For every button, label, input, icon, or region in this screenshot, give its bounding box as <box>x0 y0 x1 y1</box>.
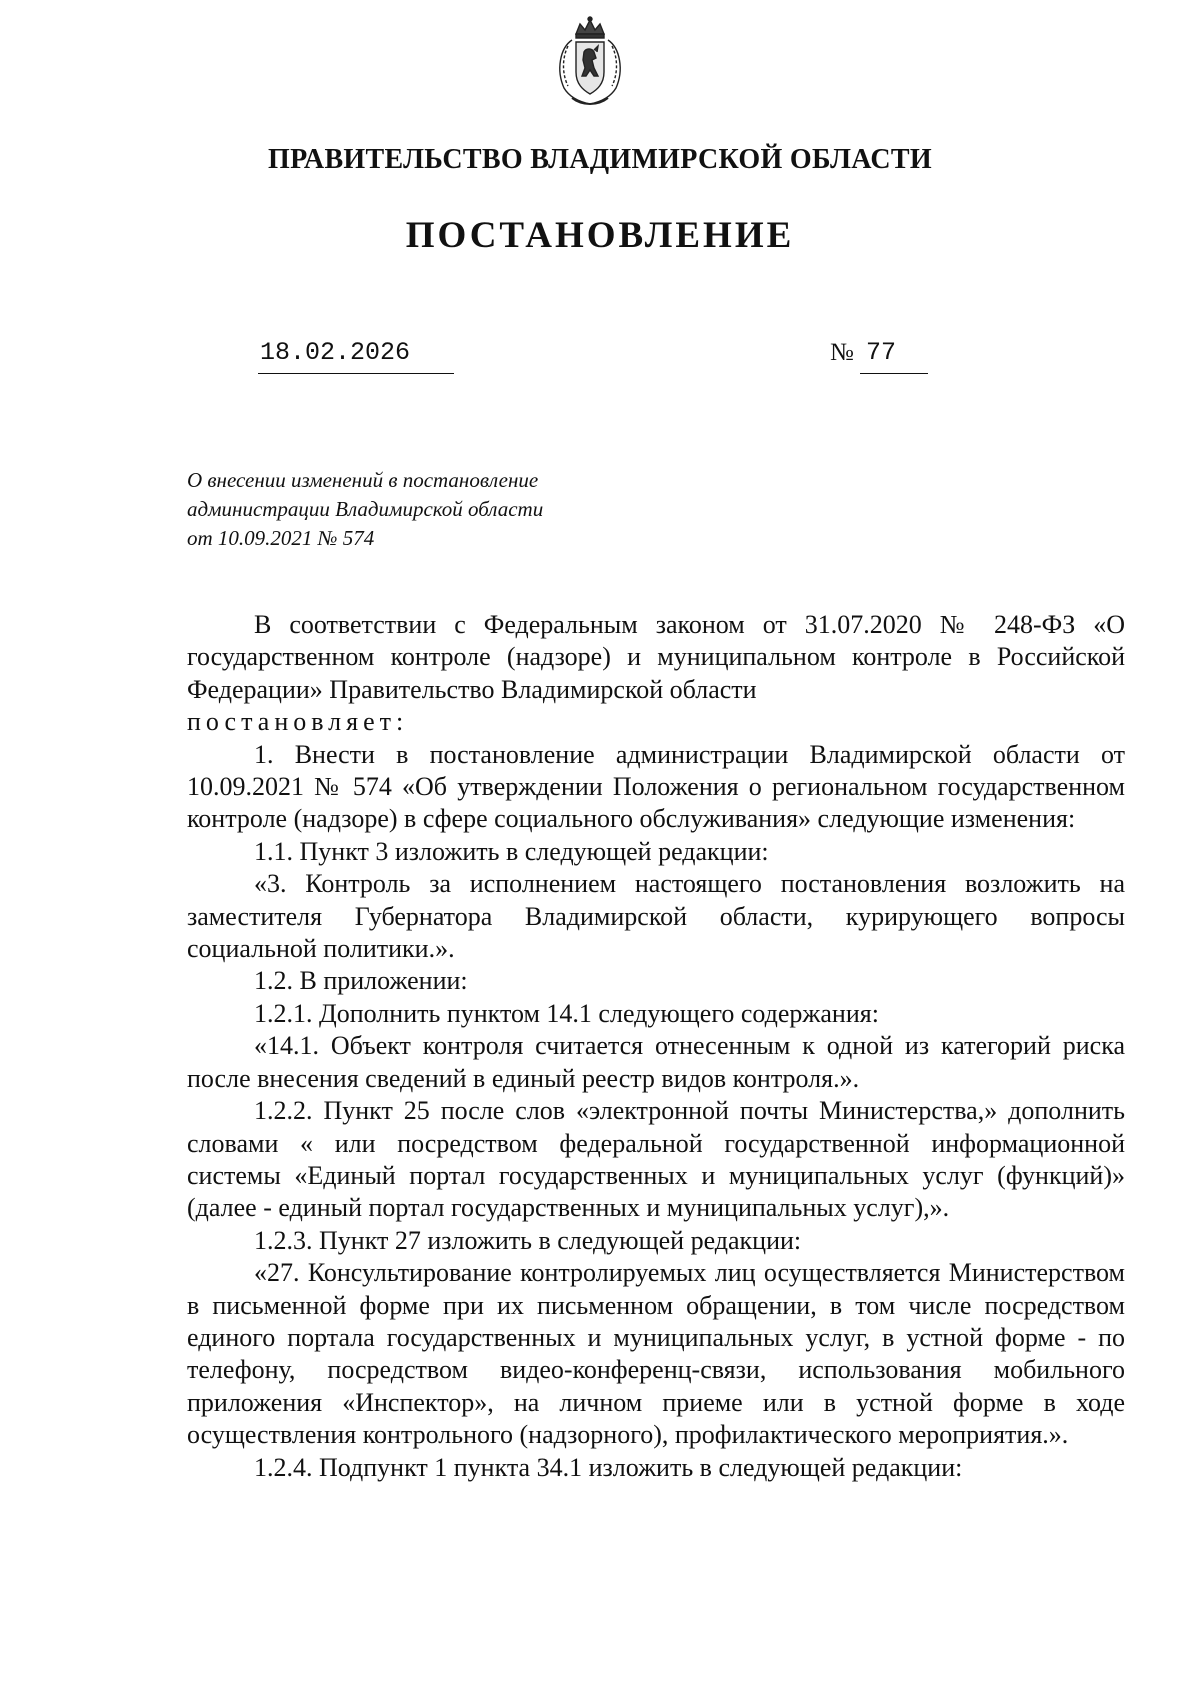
paragraph-1-1-text: «3. Контроль за исполнением настоящего постановления возложить на заместителя Губернатора Владимирской области, курирующего вопросы социальной политики.». <box>187 869 1125 964</box>
subject-line: администрации Владимирской области <box>187 497 544 521</box>
number-label: № <box>830 339 854 366</box>
number-underline <box>860 373 928 374</box>
government-title: ПРАВИТЕЛЬСТВО ВЛАДИМИРСКОЙ ОБЛАСТИ <box>268 144 932 175</box>
date-underline <box>258 373 454 374</box>
subject-line: О внесении изменений в постановление <box>187 468 539 492</box>
resolves-word: постановляет: <box>187 707 409 737</box>
document-body <box>187 609 1125 1484</box>
subject-line: от 10.09.2021 № 574 <box>187 526 375 550</box>
document-type: ПОСТАНОВЛЕНИЕ <box>405 215 795 256</box>
paragraph-1-2-3-text: «27. Консультирование контролируемых лиц осуществляется Министерством в письменной форме при их письменном обращении, в том числе посредством единого портала государственных и муниципальных услуг, в устной форме - по телефону, посредством видео-конференц-связи, использования мобильного приложения «Инспектор», на личном приеме или в устной форме в ходе осуществления контрольного (надзорного), профилактического мероприятия.». <box>187 1258 1125 1450</box>
document-date: 18.02.2026 <box>260 338 411 367</box>
paragraph-1-2-4: 1.2.4. Подпункт 1 пункта 34.1 изложить в следующей редакции: <box>254 1452 963 1482</box>
document-subject <box>187 466 543 553</box>
paragraph-1-2-1: 1.2.1. Дополнить пунктом 14.1 следующего содержания: <box>254 998 879 1028</box>
paragraph-1-2: 1.2. В приложении: <box>254 966 468 996</box>
document-number: 77 <box>866 338 897 367</box>
paragraph-1: 1. Внести в постановление администрации Владимирской области от 10.09.2021 № 574 «Об утверждении Положения о региональном государственном контроле (надзоре) в сфере социального обслуживания» следующие изменения: <box>187 739 1125 834</box>
paragraph-1-2-1-text: «14.1. Объект контроля считается отнесенным к одной из категорий риска после внесения сведений в единый реестр видов контроля.». <box>187 1031 1125 1093</box>
preamble-paragraph: В соответствии с Федеральным законом от 31.07.2020 № 248-ФЗ «О государственном контроле (надзоре) и муниципальном контроле в Российской Федерации» Правительство Владимирской области <box>187 610 1125 704</box>
coat-of-arms-icon <box>542 14 638 110</box>
paragraph-1-2-3: 1.2.3. Пункт 27 изложить в следующей редакции: <box>254 1225 802 1255</box>
paragraph-1-1: 1.1. Пункт 3 изложить в следующей редакции: <box>254 836 769 866</box>
paragraph-1-2-2: 1.2.2. Пункт 25 после слов «электронной почты Министерства,» дополнить словами « или посредством федеральной государственной информационной системы «Единый портал государственных и муниципальных услуг (функций)» (далее - единый портал государственных и муниципальных услуг),». <box>187 1096 1125 1223</box>
